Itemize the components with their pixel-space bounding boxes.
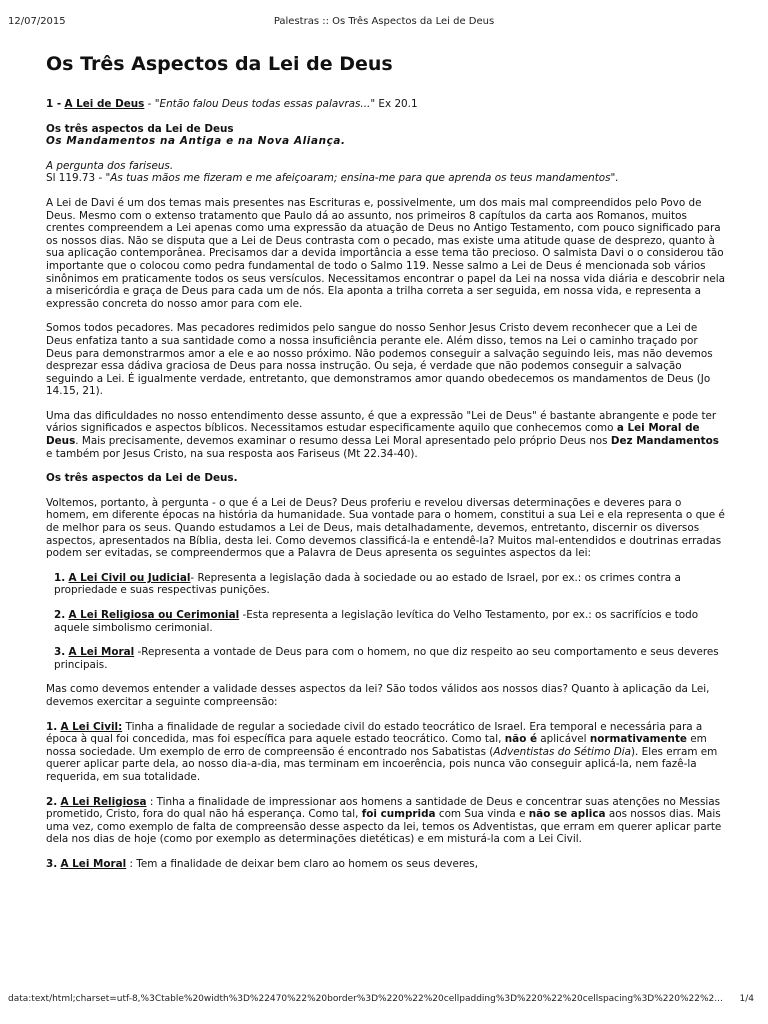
list-item [54, 609, 726, 634]
print-header [0, 16, 768, 30]
civil-text-e: em nossa sociedade. Um exemplo de erro de compreensão é encontrado nos Sabatistas ( [46, 733, 707, 758]
civil-nao-e: não é [504, 733, 537, 746]
p3-text-c: . Mais precisamente, devemos examinar o resumo dessa Lei Moral apresentado pelo próprio Deus nos [75, 435, 611, 448]
psalm-ref: Sl 119.73 - [46, 172, 106, 185]
civil-text-a: Tinha a finalidade de regular a sociedade civil do estado teocrático de Israel. Era temporal e necessária para a época à qual foi concedida, mas foi específica para aquele estado teocrático. Como tal, [46, 720, 703, 746]
p3-text-e: e também por Jesus Cristo, na sua resposta aos Fariseus (Mt 22.34-40). [46, 447, 418, 460]
p3-lei-moral: a Lei Moral de Deus [46, 422, 700, 448]
list-item-text: - Representa a legislação dada à sociedade ou ao estado de Israel, por ex.: os crimes contra a propriedade e suas respectivas punições. [54, 571, 681, 597]
subtitle-1: Os três aspectos da Lei de Deus [46, 122, 234, 135]
paragraph-3 [46, 410, 726, 460]
subtitle-block [46, 123, 726, 148]
paragraph-4: Voltemos, portanto, à pergunta - o que é a Lei de Deus? Deus proferiu e revelou diversas determinações e deveres para o homem, em diferente épocas na história da humanidade. Sua vontade para o homem, constitui a sua Lei e ela representa o que é de melhor para os seus. Quando estudamos a Lei de Deus, mais detalhadamente, devemos, entretanto, discernir os diversos aspectos, apresentados na Bíblia, desta lei. Como devemos classificá-la e entendê-la? Muitos mal-entendidos e doutrinas erradas podem ser evitadas, se compreendermos que a Palavra de Deus apresenta os seguintes aspectos da lei: [46, 496, 725, 560]
section-ref: Ex 20.1 [375, 98, 418, 110]
religious-law-paragraph [46, 796, 726, 846]
relig-text-a: : Tinha a finalidade de impressionar aos homens a santidade de Deus e concentrar suas atenções no Messias prometido, Cristo, fora do qual não há esperança. Como tal, [46, 795, 721, 821]
list-item [54, 572, 726, 597]
civil-text-c: aplicável [537, 733, 590, 746]
psalm-text: "As tuas mãos me fizeram e me afeiçoaram; ensina-me para que aprenda os teus mandamentos". [105, 172, 619, 185]
list-item-number: 3. [54, 646, 66, 659]
section-name: A Lei de Deus [64, 98, 145, 110]
p3-dez-mandamentos: Dez Mandamentos [610, 435, 719, 448]
document-title: Os Três Aspectos da Lei de Deus [46, 53, 393, 75]
section-dash: - [144, 98, 155, 110]
question-line: A pergunta dos fariseus. [46, 159, 174, 172]
print-date: 12/07/2015 [8, 16, 66, 27]
relig-text-e: aos nossos dias. Mais uma vez, como exemplo de falta de compreensão desse aspecto da lei, temos os Adventistas, que erram em querer aplicar parte dela nos dias de hoje (como por exemplo as determinações dietéticas) e em misturá-la com a Lei Civil. [46, 808, 722, 846]
relig-number: 2. [46, 795, 58, 808]
moral-number: 3. [46, 857, 58, 870]
list-item-number: 1. [54, 571, 66, 584]
moral-law-paragraph [46, 858, 726, 871]
list-item [54, 646, 726, 671]
civil-adventistas: Adventistas do Sétimo Dia [493, 745, 631, 758]
list-item-number: 2. [54, 609, 66, 621]
document-body [46, 52, 726, 883]
list-item-name: A Lei Civil ou Judicial [68, 571, 191, 584]
section-1-heading [46, 98, 726, 111]
subtitle-2: Os Mandamentos na Antiga e na Nova Aliança. [46, 135, 346, 148]
civil-name: A Lei Civil: [60, 720, 123, 733]
section-quote: "Então falou Deus todas essas palavras..." [154, 98, 376, 110]
relig-nao-se-aplica: não se aplica [528, 808, 606, 821]
list-item-name: A Lei Religiosa ou Cerimonial [68, 609, 240, 621]
paragraph-5: Mas como devemos entender a validade desses aspectos da lei? São todos válidos aos nossos dias? Quanto à aplicação da Lei, devemos exercitar a seguinte compreensão: [46, 683, 710, 708]
moral-text-a: : Tem a finalidade de deixar bem claro ao homem os seus deveres, [126, 857, 479, 870]
page-number: 1/4 [739, 994, 754, 1004]
paragraph-2: Somos todos pecadores. Mas pecadores redimidos pelo sangue do nosso Senhor Jesus Cristo devem reconhecer que a Lei de Deus enfatiza tanto a sua santidade como a nossa insuficiência perante ele. Além disso, temos na Lei o caminho traçado por Deus para demonstrarmos amor a ele e ao nosso próximo. Não podemos conseguir a salvação seguindo leis, mas não devemos desprezar essa dádiva graciosa de Deus para nossa instrução. Ou seja, é verdade que não podemos conseguir a salvação seguindo a Lei. É igualmente verdade, entretanto, que demonstramos amor quando obedecemos os mandamentos de Deus (Jo 14.15, 21). [46, 322, 713, 398]
paragraph-1: A Lei de Davi é um dos temas mais presentes nas Escrituras e, possivelmente, um dos mais mal compreendidos pelo Povo de Deus. Mesmo com o extenso tratamento que Paulo dá ao assunto, nos primeiros 8 capítulos da carta aos Romanos, muitos crentes compreendem a Lei apenas como uma expressão da atuação de Deus no Antigo Testamento, com pouco significado para os nossos dias. Não se disputa que a Lei de Deus contrasta com o pecado, mas existe uma atitude quase de desprezo, quanto à sua aplicação contemporânea. Precisamos dar a devida importância a esse tema tão precioso. O salmista Davi o o considerou tão importante que o colocou como pedra fundamental de todo o Salmo 119. Nesse salmo a Lei de Deus é mencionada sob vários sinônimos em praticamente todos os seus versículos. Necessitamos encontrar o papel da Lei na nossa vida diária e descobrir nela a misericórdia e graça de Deus para cada um de nós. Ela aponta a trilha correta a ser seguida, em nossa vida, e representa a expressão concreta do nosso amor para com ele. [46, 196, 726, 310]
civil-normativamente: normativamente [589, 733, 687, 746]
section-number: 1 - [46, 98, 62, 110]
p3-text-a: Uma das dificuldades no nosso entendimento desse assunto, é que a expressão "Lei de Deus" é bastante abrangente e pode ter vários significados e aspectos bíblicos. Necessitamos estudar especificamente aquilo que conhecemos como [46, 409, 717, 435]
relig-foi-cumprida: foi cumprida [361, 808, 436, 821]
list-item-text: -Representa a vontade de Deus para com o homem, no que diz respeito ao seu comportamento e seus deveres principais. [54, 646, 719, 671]
print-url: data:text/html;charset=utf-8,%3Ctable%20width%3D%22470%22%20border%3D%220%22%20cellpadding%3D%220%22%20cellspacing%3D%220%22%2... [8, 994, 723, 1004]
relig-name: A Lei Religiosa [60, 795, 147, 808]
subtitle-3: Os três aspectos da Lei de Deus. [46, 472, 238, 485]
relig-text-c: com Sua vinda e [435, 808, 529, 821]
civil-text-g: ). Eles erram em querer aplicar parte dela, ao nosso dia-a-dia, mas terminam em incoerência, pois nunca vão conseguir aplicá-la, nem fazê-la requerida, em sua totalidade. [46, 745, 718, 783]
print-page-title: Palestras :: Os Três Aspectos da Lei de Deus [273, 16, 495, 27]
list-item-text: -Esta representa a legislação levítica do Velho Testamento, por ex.: os sacrifícios e todo aquele simbolismo cerimonial. [54, 609, 699, 634]
list-item-name: A Lei Moral [68, 646, 135, 659]
civil-number: 1. [46, 720, 58, 733]
moral-name: A Lei Moral [60, 857, 127, 870]
question-block [46, 160, 726, 185]
civil-law-paragraph [46, 721, 726, 784]
